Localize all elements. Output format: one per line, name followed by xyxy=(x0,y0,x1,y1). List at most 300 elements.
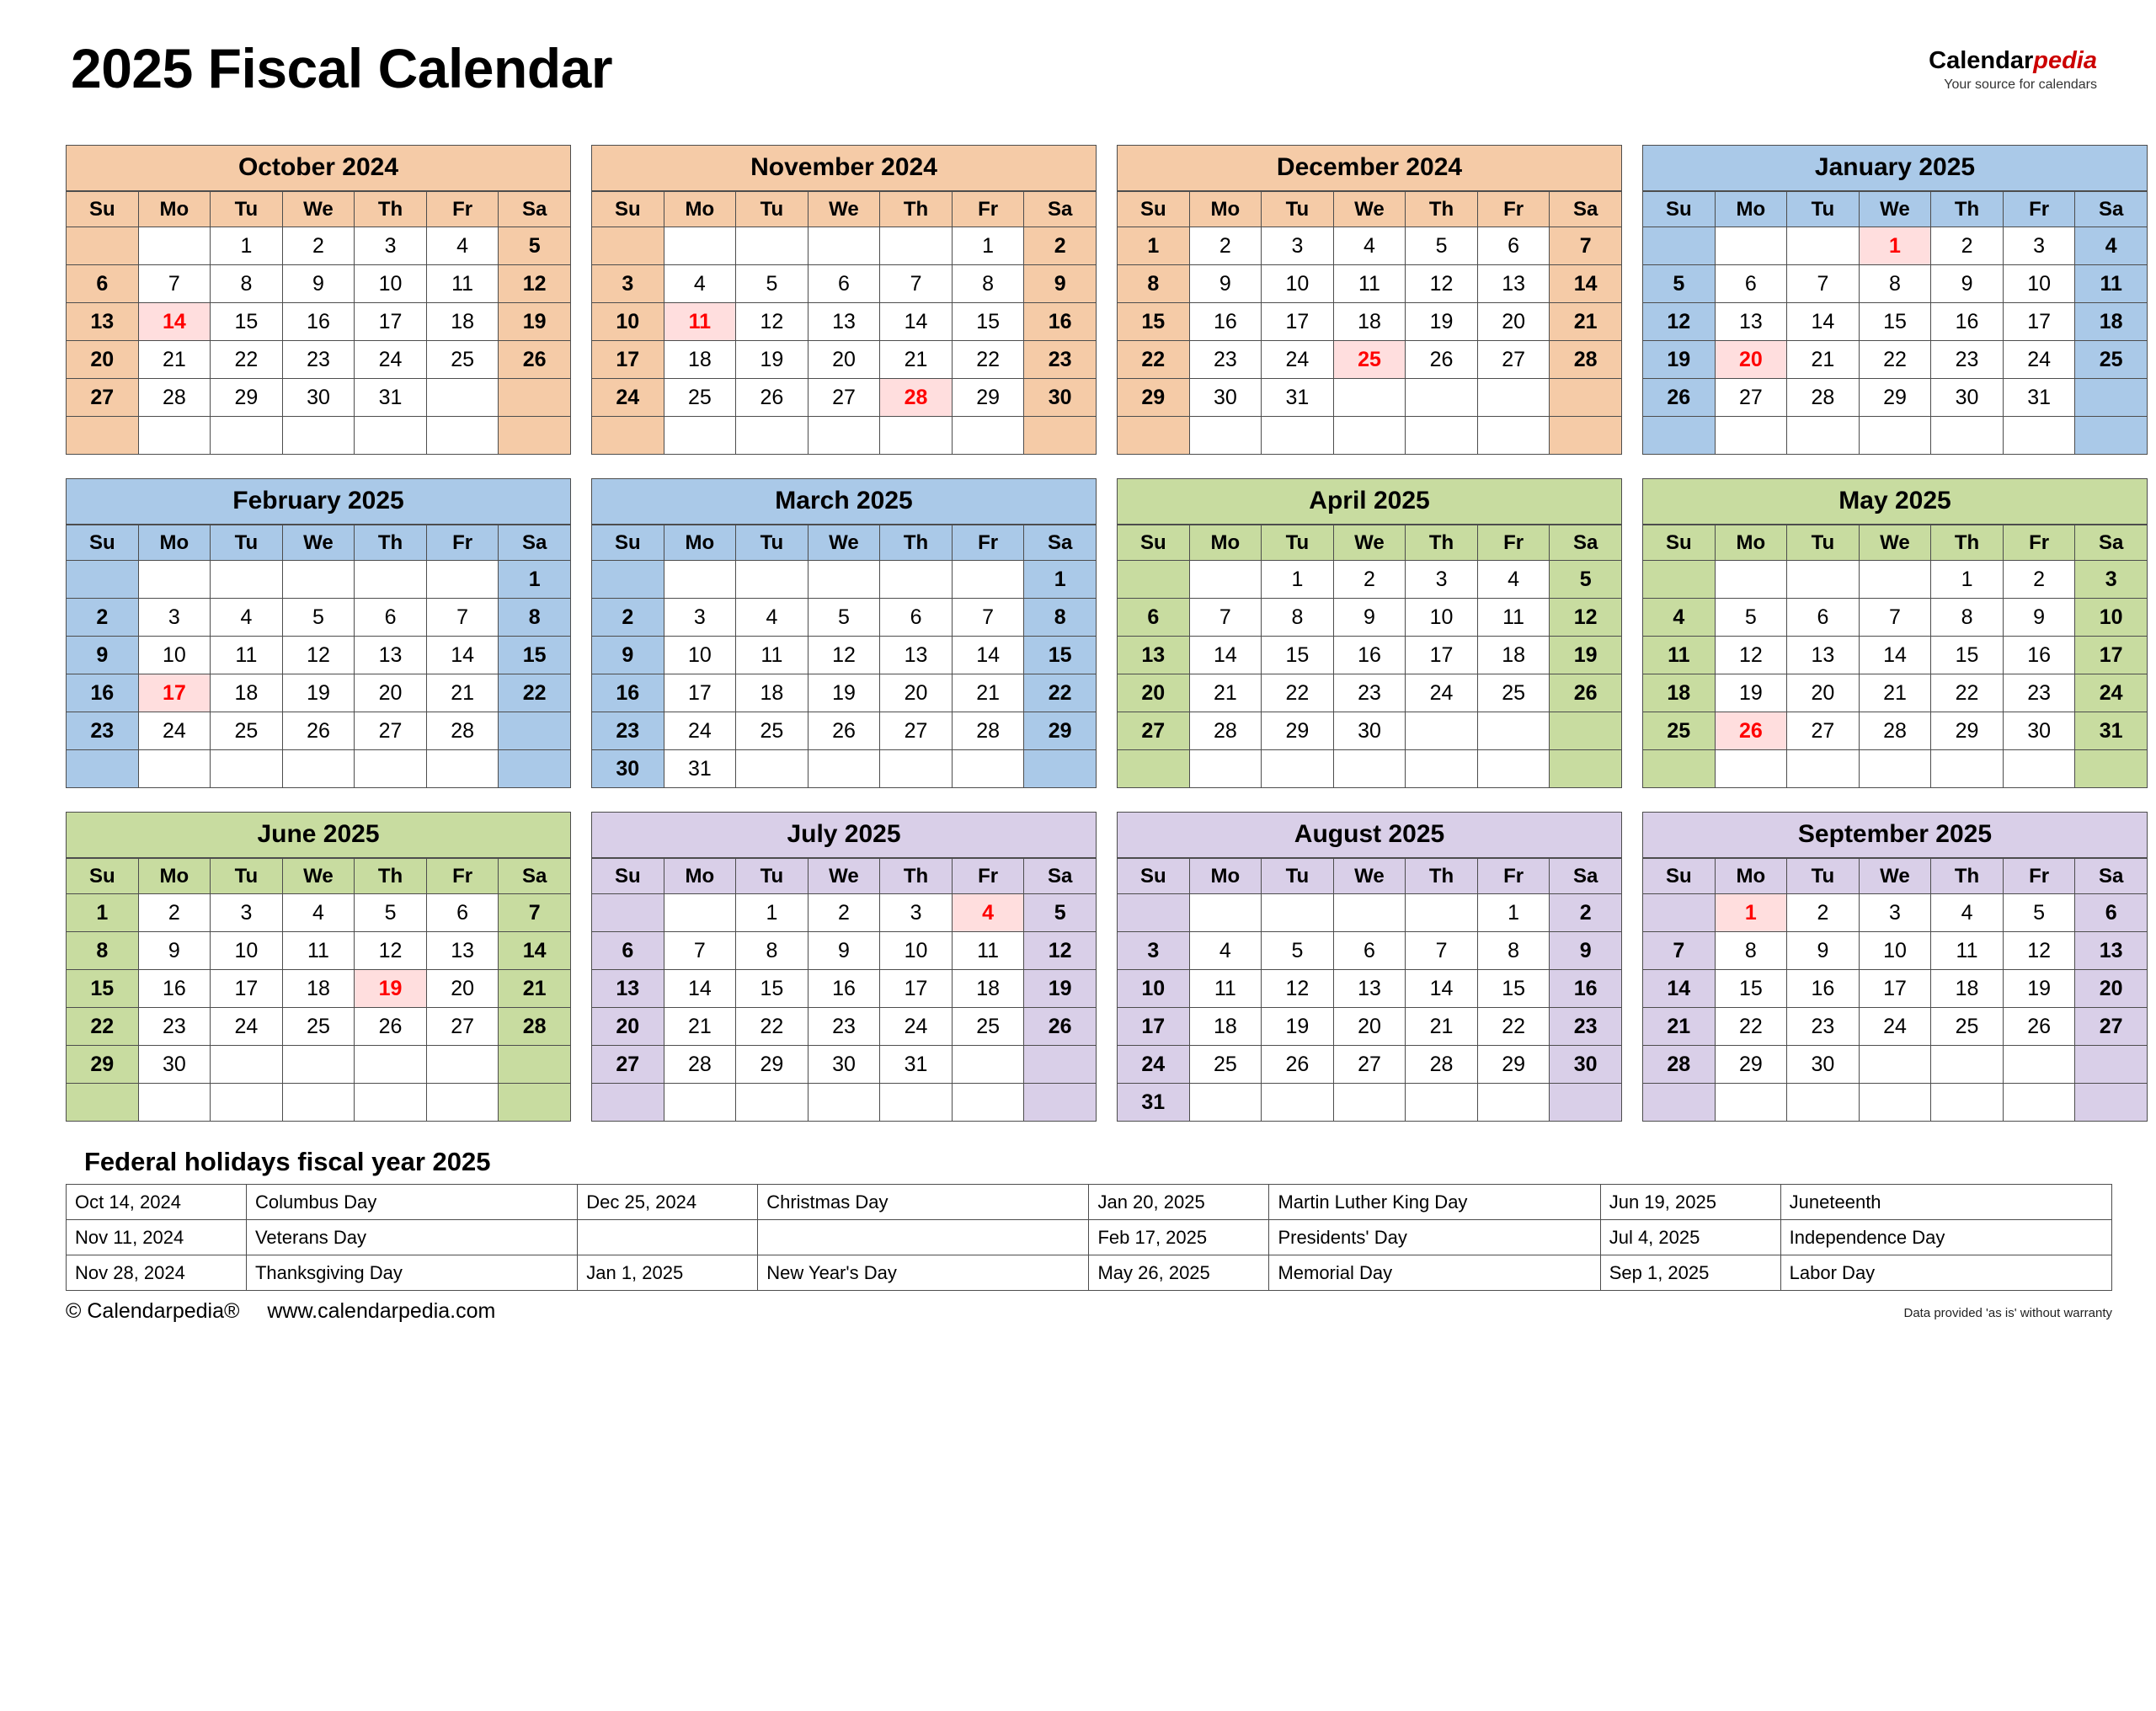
day-cell: 29 xyxy=(1477,1046,1550,1084)
holiday-name: Christmas Day xyxy=(758,1185,1089,1220)
day-cell: 5 xyxy=(1550,561,1622,599)
day-cell: 4 xyxy=(2075,227,2148,265)
day-cell: 17 xyxy=(1859,970,1931,1008)
weekday-header: Su xyxy=(592,525,664,561)
empty-cell xyxy=(1189,894,1262,932)
weekday-header-row xyxy=(67,525,571,561)
day-cell: 9 xyxy=(592,637,664,674)
day-cell: 11 xyxy=(282,932,355,970)
empty-cell xyxy=(1787,750,1860,788)
day-cell: 19 xyxy=(1715,674,1787,712)
day-cell: 28 xyxy=(499,1008,571,1046)
week-row xyxy=(1643,417,2148,455)
day-cell: 15 xyxy=(1931,637,2004,674)
empty-cell xyxy=(1406,894,1478,932)
day-cell: 3 xyxy=(880,894,953,932)
day-cell: 24 xyxy=(138,712,211,750)
week-row xyxy=(592,932,1097,970)
day-cell: 17 xyxy=(2075,637,2148,674)
empty-cell xyxy=(1333,750,1406,788)
week-row xyxy=(1118,1046,1622,1084)
weekday-header: Sa xyxy=(2075,525,2148,561)
empty-cell xyxy=(426,561,499,599)
day-cell: 8 xyxy=(67,932,139,970)
week-row xyxy=(1118,379,1622,417)
day-cell: 25 xyxy=(1477,674,1550,712)
empty-cell xyxy=(138,417,211,455)
holiday-date: Jan 20, 2025 xyxy=(1089,1185,1269,1220)
empty-cell xyxy=(1024,417,1097,455)
day-cell: 15 xyxy=(1024,637,1097,674)
day-cell: 16 xyxy=(808,970,880,1008)
day-cell: 16 xyxy=(1931,303,2004,341)
empty-cell xyxy=(1333,379,1406,417)
day-cell: 28 xyxy=(1859,712,1931,750)
empty-cell xyxy=(1859,417,1931,455)
day-cell: 6 xyxy=(1333,932,1406,970)
week-row xyxy=(1118,932,1622,970)
weekday-header: Mo xyxy=(138,525,211,561)
weekday-header: Mo xyxy=(1189,192,1262,227)
empty-cell xyxy=(664,1084,736,1122)
week-row xyxy=(1118,970,1622,1008)
week-row xyxy=(1643,637,2148,674)
month-title: March 2025 xyxy=(591,478,1097,525)
day-cell: 20 xyxy=(2075,970,2148,1008)
day-cell: 22 xyxy=(211,341,283,379)
week-row xyxy=(1643,1084,2148,1122)
month-table xyxy=(1642,191,2148,455)
empty-cell xyxy=(1715,417,1787,455)
week-row xyxy=(592,417,1097,455)
day-cell: 4 xyxy=(1189,932,1262,970)
week-row xyxy=(67,1046,571,1084)
empty-cell xyxy=(880,417,953,455)
day-cell: 27 xyxy=(1333,1046,1406,1084)
weekday-header: Mo xyxy=(1715,525,1787,561)
day-cell: 21 xyxy=(1189,674,1262,712)
day-cell: 26 xyxy=(1406,341,1478,379)
day-cell: 1 xyxy=(211,227,283,265)
empty-cell xyxy=(952,750,1024,788)
day-cell: 5 xyxy=(736,265,808,303)
day-cell: 2 xyxy=(1189,227,1262,265)
week-row xyxy=(1643,227,2148,265)
day-cell: 10 xyxy=(592,303,664,341)
day-cell: 18 xyxy=(1931,970,2004,1008)
holiday-date xyxy=(578,1220,758,1255)
empty-cell xyxy=(808,750,880,788)
empty-cell xyxy=(211,561,283,599)
week-row xyxy=(1118,894,1622,932)
empty-cell xyxy=(211,1046,283,1084)
day-cell: 2 xyxy=(1550,894,1622,932)
week-row xyxy=(1118,417,1622,455)
day-cell: 14 xyxy=(1787,303,1860,341)
day-cell: 21 xyxy=(499,970,571,1008)
week-row xyxy=(67,599,571,637)
empty-cell xyxy=(1931,1084,2004,1122)
weekday-header: Fr xyxy=(1477,192,1550,227)
weekday-header: Mo xyxy=(138,859,211,894)
day-cell: 8 xyxy=(1477,932,1550,970)
day-cell: 22 xyxy=(499,674,571,712)
day-cell: 12 xyxy=(736,303,808,341)
weekday-header: Su xyxy=(1118,525,1190,561)
week-row xyxy=(1643,303,2148,341)
day-cell: 6 xyxy=(2075,894,2148,932)
day-cell: 25 xyxy=(2075,341,2148,379)
day-cell: 5 xyxy=(1643,265,1716,303)
empty-cell xyxy=(808,561,880,599)
day-cell: 24 xyxy=(1118,1046,1190,1084)
day-cell: 20 xyxy=(592,1008,664,1046)
empty-cell xyxy=(138,1084,211,1122)
day-cell: 22 xyxy=(1931,674,2004,712)
day-cell: 14 xyxy=(1550,265,1622,303)
holiday-name: Independence Day xyxy=(1780,1220,2111,1255)
day-cell: 29 xyxy=(952,379,1024,417)
day-cell: 10 xyxy=(1118,970,1190,1008)
day-cell: 1 xyxy=(1262,561,1334,599)
empty-cell xyxy=(1715,561,1787,599)
disclaimer-text: Data provided 'as is' without warranty xyxy=(1903,1306,2112,1320)
day-cell: 31 xyxy=(2075,712,2148,750)
day-cell: 3 xyxy=(2003,227,2075,265)
day-cell: 7 xyxy=(499,894,571,932)
day-cell: 22 xyxy=(736,1008,808,1046)
empty-cell xyxy=(736,561,808,599)
day-cell: 15 xyxy=(1477,970,1550,1008)
day-cell: 12 xyxy=(355,932,427,970)
empty-cell xyxy=(211,750,283,788)
day-cell: 14 xyxy=(664,970,736,1008)
day-cell: 7 xyxy=(664,932,736,970)
empty-cell xyxy=(1643,750,1716,788)
weekday-header-row xyxy=(1118,192,1622,227)
day-cell: 6 xyxy=(67,265,139,303)
weekday-header: We xyxy=(808,859,880,894)
day-cell: 5 xyxy=(2003,894,2075,932)
week-row xyxy=(1118,1008,1622,1046)
day-cell: 11 xyxy=(1189,970,1262,1008)
day-cell: 20 xyxy=(1787,674,1860,712)
day-cell: 7 xyxy=(1787,265,1860,303)
week-row xyxy=(592,561,1097,599)
day-cell: 27 xyxy=(1118,712,1190,750)
copyright-line xyxy=(66,1299,495,1324)
empty-cell xyxy=(426,1046,499,1084)
empty-cell xyxy=(2003,1084,2075,1122)
day-cell: 28 xyxy=(1189,712,1262,750)
week-row xyxy=(1643,1046,2148,1084)
day-cell: 6 xyxy=(1787,599,1860,637)
empty-cell xyxy=(211,1084,283,1122)
day-cell: 15 xyxy=(1859,303,1931,341)
day-cell: 14 xyxy=(880,303,953,341)
day-cell: 9 xyxy=(138,932,211,970)
empty-cell xyxy=(1643,227,1716,265)
day-cell: 24 xyxy=(1262,341,1334,379)
day-cell: 3 xyxy=(1859,894,1931,932)
empty-cell xyxy=(1787,1084,1860,1122)
weekday-header-row xyxy=(592,859,1097,894)
empty-cell xyxy=(426,750,499,788)
day-cell: 23 xyxy=(67,712,139,750)
empty-cell xyxy=(1118,750,1190,788)
empty-cell xyxy=(1643,417,1716,455)
day-cell: 7 xyxy=(1550,227,1622,265)
empty-cell xyxy=(1262,894,1334,932)
day-cell: 13 xyxy=(1477,265,1550,303)
holiday-name: Columbus Day xyxy=(246,1185,577,1220)
empty-cell xyxy=(880,561,953,599)
day-cell: 16 xyxy=(1333,637,1406,674)
day-cell: 18 xyxy=(1189,1008,1262,1046)
day-cell: 17 xyxy=(1406,637,1478,674)
weekday-header: Fr xyxy=(952,525,1024,561)
empty-cell xyxy=(1333,417,1406,455)
day-cell: 31 xyxy=(1262,379,1334,417)
empty-cell xyxy=(736,417,808,455)
empty-cell xyxy=(355,561,427,599)
empty-cell xyxy=(2003,417,2075,455)
empty-cell xyxy=(664,227,736,265)
day-cell: 9 xyxy=(1333,599,1406,637)
day-cell: 17 xyxy=(1262,303,1334,341)
day-cell: 8 xyxy=(1118,265,1190,303)
day-cell: 8 xyxy=(952,265,1024,303)
holiday-date: Sep 1, 2025 xyxy=(1600,1255,1780,1291)
day-cell: 1 xyxy=(1024,561,1097,599)
holiday-name: New Year's Day xyxy=(758,1255,1089,1291)
day-cell: 20 xyxy=(1333,1008,1406,1046)
empty-cell xyxy=(1643,1084,1716,1122)
empty-cell xyxy=(1931,1046,2004,1084)
day-cell: 5 xyxy=(1406,227,1478,265)
day-cell: 30 xyxy=(2003,712,2075,750)
day-cell: 4 xyxy=(282,894,355,932)
day-cell: 8 xyxy=(499,599,571,637)
weekday-header: Mo xyxy=(664,525,736,561)
weekday-header: We xyxy=(1333,192,1406,227)
empty-cell xyxy=(664,417,736,455)
weekday-header: Tu xyxy=(1262,859,1334,894)
holiday-name: Juneteenth xyxy=(1780,1185,2111,1220)
empty-cell xyxy=(1189,750,1262,788)
month-table xyxy=(1117,525,1622,788)
empty-cell xyxy=(67,1084,139,1122)
empty-cell xyxy=(1550,1084,1622,1122)
empty-cell xyxy=(355,750,427,788)
weekday-header: Tu xyxy=(1787,859,1860,894)
empty-cell xyxy=(664,561,736,599)
empty-cell xyxy=(1715,227,1787,265)
weekday-header: Th xyxy=(880,859,953,894)
empty-cell xyxy=(282,1046,355,1084)
day-cell: 26 xyxy=(1262,1046,1334,1084)
weekday-header: Fr xyxy=(426,859,499,894)
day-cell: 9 xyxy=(1189,265,1262,303)
day-cell: 2 xyxy=(1333,561,1406,599)
empty-cell xyxy=(736,750,808,788)
day-cell: 11 xyxy=(1477,599,1550,637)
week-row xyxy=(1118,750,1622,788)
holiday-name: Memorial Day xyxy=(1269,1255,1600,1291)
day-cell: 20 xyxy=(1118,674,1190,712)
day-cell: 27 xyxy=(426,1008,499,1046)
week-row xyxy=(67,637,571,674)
empty-cell xyxy=(282,417,355,455)
month-block xyxy=(1117,478,1622,788)
day-cell: 7 xyxy=(1643,932,1716,970)
weekday-header: Mo xyxy=(664,859,736,894)
empty-cell xyxy=(499,417,571,455)
weekday-header: Tu xyxy=(736,525,808,561)
day-cell: 26 xyxy=(2003,1008,2075,1046)
weekday-header: Tu xyxy=(1787,192,1860,227)
month-title: November 2024 xyxy=(591,145,1097,191)
day-cell: 11 xyxy=(664,303,736,341)
week-row xyxy=(67,1084,571,1122)
month-block xyxy=(591,145,1097,455)
day-cell: 17 xyxy=(138,674,211,712)
day-cell: 11 xyxy=(2075,265,2148,303)
day-cell: 12 xyxy=(1262,970,1334,1008)
week-row xyxy=(67,379,571,417)
day-cell: 1 xyxy=(67,894,139,932)
day-cell: 11 xyxy=(426,265,499,303)
day-cell: 18 xyxy=(952,970,1024,1008)
day-cell: 16 xyxy=(2003,637,2075,674)
day-cell: 1 xyxy=(1859,227,1931,265)
month-block xyxy=(591,812,1097,1122)
weekday-header-row xyxy=(67,859,571,894)
day-cell: 11 xyxy=(1931,932,2004,970)
empty-cell xyxy=(211,417,283,455)
day-cell: 22 xyxy=(1477,1008,1550,1046)
weekday-header: Fr xyxy=(952,192,1024,227)
weekday-header: Su xyxy=(1643,859,1716,894)
weekday-header: Tu xyxy=(1262,525,1334,561)
day-cell: 26 xyxy=(736,379,808,417)
day-cell: 6 xyxy=(355,599,427,637)
day-cell: 15 xyxy=(211,303,283,341)
weekday-header: We xyxy=(282,525,355,561)
week-row xyxy=(592,970,1097,1008)
day-cell: 1 xyxy=(1477,894,1550,932)
empty-cell xyxy=(808,1084,880,1122)
week-row xyxy=(67,894,571,932)
month-title: August 2025 xyxy=(1117,812,1622,858)
day-cell: 1 xyxy=(736,894,808,932)
day-cell: 29 xyxy=(1262,712,1334,750)
month-title: October 2024 xyxy=(66,145,571,191)
day-cell: 25 xyxy=(211,712,283,750)
week-row xyxy=(592,637,1097,674)
day-cell: 22 xyxy=(1859,341,1931,379)
day-cell: 8 xyxy=(1931,599,2004,637)
weekday-header: Tu xyxy=(736,192,808,227)
weekday-header: Th xyxy=(880,192,953,227)
day-cell: 21 xyxy=(1859,674,1931,712)
day-cell: 18 xyxy=(211,674,283,712)
weekday-header: We xyxy=(1859,192,1931,227)
month-title: July 2025 xyxy=(591,812,1097,858)
day-cell: 12 xyxy=(1024,932,1097,970)
day-cell: 17 xyxy=(355,303,427,341)
day-cell: 25 xyxy=(1931,1008,2004,1046)
holiday-date: Jun 19, 2025 xyxy=(1600,1185,1780,1220)
day-cell: 18 xyxy=(2075,303,2148,341)
month-block xyxy=(1117,145,1622,455)
day-cell: 3 xyxy=(138,599,211,637)
weekday-header-row xyxy=(592,192,1097,227)
month-block xyxy=(591,478,1097,788)
empty-cell xyxy=(1550,712,1622,750)
week-row xyxy=(67,1008,571,1046)
empty-cell xyxy=(1550,750,1622,788)
week-row xyxy=(1118,599,1622,637)
day-cell: 19 xyxy=(1550,637,1622,674)
day-cell: 5 xyxy=(499,227,571,265)
weekday-header: Sa xyxy=(2075,859,2148,894)
day-cell: 11 xyxy=(211,637,283,674)
weekday-header: Mo xyxy=(664,192,736,227)
day-cell: 14 xyxy=(426,637,499,674)
week-row xyxy=(67,970,571,1008)
website-url[interactable]: www.calendarpedia.com xyxy=(267,1299,496,1323)
empty-cell xyxy=(808,227,880,265)
month-table xyxy=(1117,191,1622,455)
day-cell: 18 xyxy=(282,970,355,1008)
week-row xyxy=(592,227,1097,265)
day-cell: 28 xyxy=(1787,379,1860,417)
day-cell: 25 xyxy=(1643,712,1716,750)
weekday-header: Mo xyxy=(1715,859,1787,894)
page-header xyxy=(52,32,2104,133)
weekday-header: Th xyxy=(880,525,953,561)
day-cell: 7 xyxy=(426,599,499,637)
day-cell: 7 xyxy=(1406,932,1478,970)
week-row xyxy=(1118,341,1622,379)
weekday-header: Tu xyxy=(211,525,283,561)
day-cell: 13 xyxy=(355,637,427,674)
day-cell: 24 xyxy=(1406,674,1478,712)
empty-cell xyxy=(952,417,1024,455)
day-cell: 20 xyxy=(1477,303,1550,341)
holiday-row xyxy=(67,1255,2112,1291)
day-cell: 14 xyxy=(952,637,1024,674)
day-cell: 12 xyxy=(1550,599,1622,637)
day-cell: 31 xyxy=(880,1046,953,1084)
empty-cell xyxy=(880,1084,953,1122)
day-cell: 21 xyxy=(664,1008,736,1046)
day-cell: 9 xyxy=(1931,265,2004,303)
week-row xyxy=(67,750,571,788)
day-cell: 8 xyxy=(1859,265,1931,303)
day-cell: 22 xyxy=(1024,674,1097,712)
day-cell: 17 xyxy=(1118,1008,1190,1046)
day-cell: 22 xyxy=(1118,341,1190,379)
weekday-header: Sa xyxy=(499,525,571,561)
day-cell: 11 xyxy=(1643,637,1716,674)
week-row xyxy=(1118,303,1622,341)
day-cell: 27 xyxy=(880,712,953,750)
day-cell: 22 xyxy=(952,341,1024,379)
empty-cell xyxy=(592,561,664,599)
day-cell: 29 xyxy=(1024,712,1097,750)
